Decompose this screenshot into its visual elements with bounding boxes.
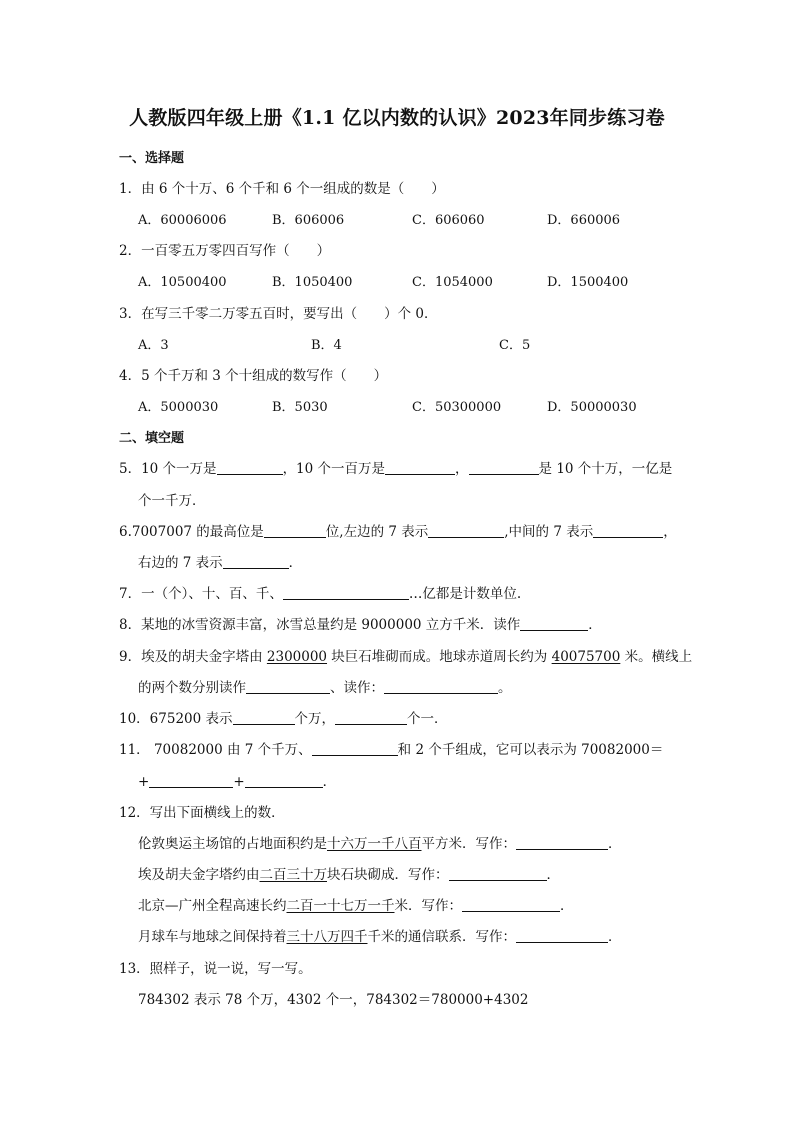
question-4: 4．5 个千万和 3 个十组成的数写作（ ）	[119, 368, 388, 384]
question-11	[119, 738, 663, 758]
page-title: 人教版四年级上册《1.1 亿以内数的认识》2023年同步练习卷	[129, 107, 665, 129]
question-5	[119, 457, 672, 477]
q12-item-3-post: 米．写作：	[394, 898, 462, 914]
q12-item-3	[138, 894, 574, 914]
question-6-cont	[138, 551, 302, 571]
q9-text-3: 米。横线上	[620, 649, 693, 665]
q5-blank-1[interactable]	[217, 461, 283, 475]
q12-item-4-end: ．	[608, 929, 622, 945]
q12-item-1-underlined: 十六万一千八百	[327, 836, 422, 852]
q2-option-a: A．10500400	[138, 275, 227, 290]
q12-item-3-pre: 北京—广州全程高速长约	[138, 898, 287, 914]
q7-text-1: 7．一（个）、十、百、千、	[119, 586, 283, 602]
q10-text-1: 10．675200 表示	[119, 711, 233, 727]
q11-blank-1[interactable]	[312, 742, 398, 756]
q6-blank-4[interactable]	[223, 555, 289, 569]
q8-text-2: ．	[588, 617, 602, 633]
q3-option-b: B．4	[311, 338, 342, 353]
q2-option-c: C．1054000	[412, 275, 493, 290]
section-heading-choice: 一、选择题	[119, 151, 185, 166]
q10-blank-2[interactable]	[335, 711, 407, 725]
question-12: 12．写出下面横线上的数．	[119, 805, 285, 821]
q4-option-d: D．50000030	[547, 400, 637, 415]
question-7	[119, 582, 521, 602]
q12-item-3-end: ．	[560, 898, 574, 914]
q12-item-4-blank[interactable]	[516, 929, 608, 943]
q12-item-4-post: 千米的通信联系．写作：	[367, 929, 516, 945]
q5-text-1: 5．10 个一万是	[119, 461, 217, 477]
question-3: 3．在写三千零二万零五百时，要写出（ ）个 0．	[119, 306, 438, 322]
q1-option-d: D．660006	[547, 213, 621, 228]
q11-blank-3[interactable]	[245, 774, 323, 788]
q12-item-4-underlined: 三十八万四千	[286, 929, 368, 945]
q12-item-3-blank[interactable]	[462, 898, 560, 912]
q12-item-4-pre: 月球车与地球之间保持着	[138, 929, 287, 945]
q3-option-a: A．3	[138, 338, 169, 353]
q10-blank-1[interactable]	[233, 711, 295, 725]
q12-item-1-blank[interactable]	[516, 836, 608, 850]
q6-text-2: 位,左边的 7 表示	[325, 524, 429, 540]
question-8	[119, 613, 602, 633]
q1-option-a: A．60006006	[138, 213, 227, 228]
q6-text-5: 右边的 7 表示	[138, 555, 223, 571]
q6-text-3: ,中间的 7 表示	[504, 524, 594, 540]
q9-text-5: 、读作：	[330, 680, 384, 696]
q10-text-2: 个万，	[294, 711, 336, 727]
q6-blank-1[interactable]	[264, 524, 326, 538]
q2-option-d: D．1500400	[547, 275, 629, 290]
q9-text-4: 的两个数分别读作	[138, 680, 246, 696]
q9-blank-2[interactable]	[384, 680, 498, 694]
q1-option-c: C．606060	[412, 213, 485, 228]
q9-text-2: 块巨石堆砌而成。地球赤道周长约为	[327, 649, 552, 665]
q9-text-6: 。	[498, 680, 512, 696]
q5-blank-2[interactable]	[385, 461, 455, 475]
q8-blank-1[interactable]	[520, 617, 588, 631]
q12-item-1	[138, 832, 622, 852]
q11-text-2: 和 2 个千组成，它可以表示为 70082000＝	[397, 742, 664, 758]
q4-option-a: A．5000030	[138, 400, 219, 415]
q12-item-2-post: 块石块砌成．写作：	[327, 867, 449, 883]
question-11-cont	[138, 770, 336, 790]
q12-item-2-pre: 埃及胡夫金字塔约由	[138, 867, 260, 883]
q11-text-5: ．	[322, 774, 337, 790]
q12-item-1-end: ．	[608, 836, 622, 852]
q9-blank-1[interactable]	[246, 680, 330, 694]
q6-blank-2[interactable]	[428, 524, 504, 538]
q10-text-3: 个一．	[407, 711, 448, 727]
q1-option-b: B．606006	[272, 213, 345, 228]
q12-item-1-pre: 伦敦奥运主场馆的占地面积约是	[138, 836, 327, 852]
q4-option-b: B．5030	[272, 400, 328, 415]
q5-text-3: ，	[455, 461, 469, 477]
q6-text-6: ．	[288, 555, 303, 571]
q9-underlined-number-2: 40075700	[551, 649, 621, 665]
q11-text-1: 11． 70082000 由 7 个千万、	[119, 742, 312, 758]
q7-text-2: …亿都是计数单位.	[408, 586, 522, 602]
q6-blank-3[interactable]	[593, 524, 663, 538]
q6-text-4: ，	[663, 524, 677, 540]
q9-text-1: 9．埃及的胡夫金字塔由	[119, 649, 267, 665]
q13-example: 784302 表示 78 个万，4302 个一，784302＝780000+4302	[138, 992, 529, 1008]
question-9-cont	[138, 676, 512, 696]
q5-text-2: ，10 个一百万是	[282, 461, 386, 477]
q11-blank-2[interactable]	[149, 774, 233, 788]
q5-blank-3[interactable]	[469, 461, 539, 475]
q12-item-2-blank[interactable]	[449, 867, 547, 881]
q6-text-1: 6.7007007 的最高位是	[119, 524, 264, 540]
q12-item-2-underlined: 二百三十万	[259, 867, 327, 883]
q12-item-2-end: ．	[546, 867, 560, 883]
q3-option-c: C．5	[499, 338, 531, 353]
question-9	[119, 645, 692, 665]
q12-item-2	[138, 863, 560, 883]
q4-option-c: C．50300000	[412, 400, 502, 415]
q12-item-4	[138, 925, 622, 945]
q2-option-b: B．1050400	[272, 275, 353, 290]
question-13: 13．照样子，说一说，写一写。	[119, 961, 312, 977]
question-10	[119, 707, 448, 727]
section-heading-fill: 二、填空题	[119, 431, 185, 446]
q11-text-4: +	[233, 774, 245, 790]
question-6	[119, 520, 677, 540]
question-2: 2．一百零五万零四百写作（ ）	[119, 243, 331, 259]
q7-blank-1[interactable]	[283, 586, 409, 600]
question-1: 1．由 6 个十万、6 个千和 6 个一组成的数是（ ）	[119, 181, 445, 197]
question-5-cont: 个一千万．	[138, 493, 206, 509]
q11-text-3: +	[138, 774, 150, 790]
q12-item-1-post: 平方米．写作：	[421, 836, 516, 852]
q9-underlined-number-1: 2300000	[266, 649, 328, 665]
q12-item-3-underlined: 二百一十七万一千	[286, 898, 395, 914]
q5-text-4: 是 10 个十万，一亿是	[538, 461, 673, 477]
q8-text-1: 8．某地的冰雪资源丰富，冰雪总量约是 9000000 立方千米．读作	[119, 617, 521, 633]
